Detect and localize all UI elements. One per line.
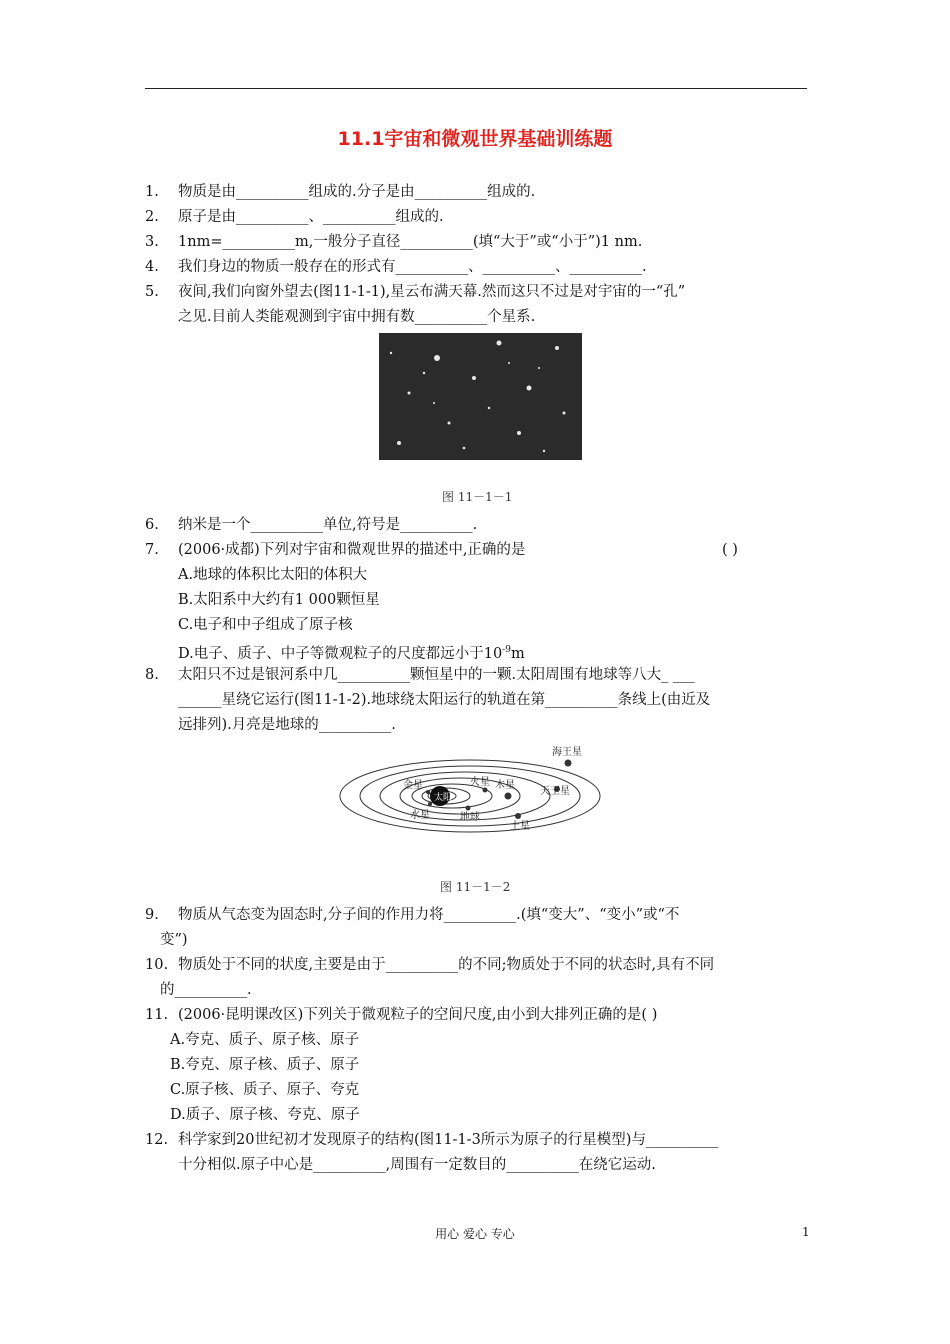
q7-option-a: A.地球的体积比太阳的体积大 [178, 567, 368, 583]
header-rule [145, 88, 807, 89]
q10-number: 10. [145, 957, 169, 973]
fig1-caption: 图 11－1－1 [442, 490, 513, 504]
q7-option-c: C.电子和中子组成了原子核 [178, 617, 353, 633]
q7-answer-bracket: ( ) [722, 542, 738, 558]
q11-option-a: A.夸克、质子、原子核、原子 [170, 1032, 360, 1048]
q5-line2: 之见.目前人类能观测到宇宙中拥有数__________个星系. [178, 309, 536, 325]
label-mercury: 水星 [410, 810, 430, 821]
footer-motto: 用心 爱心 专心 [435, 1227, 515, 1241]
q7-option-b: B.太阳系中大约有1 000颗恒星 [178, 592, 380, 608]
q8-line3: 远排列).月亮是地球的__________. [178, 717, 396, 733]
q9-line1: 物质从气态变为固态时,分子间的作用力将__________.(填“变大”、“变小”或“不 [178, 907, 680, 923]
q9-line2: 变”) [160, 932, 188, 948]
q5-line1: 夜间,我们向窗外望去(图11-1-1),星云布满天幕.然而这只不过是对宇宙的一“孔” [178, 284, 686, 300]
solar-system-diagram [330, 738, 620, 838]
venus-icon [426, 790, 430, 794]
q8-line2: ______星绕它运行(图11-1-2).地球绕太阳运行的轨道在第__________条线上(由近及 [178, 692, 711, 708]
q9-number: 9. [145, 907, 159, 923]
q7-number: 7. [145, 542, 159, 558]
label-mars: 火星 [470, 777, 490, 788]
q4-number: 4. [145, 259, 159, 275]
q11-text: (2006·昆明课改区)下列关于微观粒子的空间尺度,由小到大排列正确的是( ) [178, 1007, 658, 1023]
saturn-icon [515, 813, 521, 819]
fig2-caption: 图 11－1－2 [440, 880, 511, 894]
label-neptune: 海王星 [552, 747, 582, 758]
q6-text: 纳米是一个__________单位,符号是__________. [178, 517, 478, 533]
q1-text: 物质是由__________组成的.分子是由__________组成的. [178, 184, 536, 200]
q11-option-b: B.夸克、原子核、质子、原子 [170, 1057, 360, 1073]
q12-line2: 十分相似.原子中心是__________,周围有一定数目的__________在绕它运动. [178, 1157, 656, 1173]
page-number: 1 [802, 1225, 810, 1239]
q2-number: 2. [145, 209, 159, 225]
neptune-icon [565, 760, 572, 767]
earth-icon [466, 806, 471, 811]
jupiter-icon [505, 793, 512, 800]
mercury-icon [428, 802, 432, 806]
q3-text: 1nm=__________m,一般分子直径__________(填“大于”或“小于”)1 nm. [178, 234, 643, 250]
q11-number: 11. [145, 1007, 169, 1023]
mars-icon [483, 788, 488, 793]
q3-number: 3. [145, 234, 159, 250]
label-sun: 太阳 [434, 793, 453, 803]
q12-number: 12. [145, 1132, 169, 1148]
q12-line1: 科学家到20世纪初才发现原子的结构(图11-1-3所示为原子的行星模型)与__________ [178, 1132, 719, 1148]
q2-text: 原子是由__________、__________组成的. [178, 209, 444, 225]
q8-number: 8. [145, 667, 159, 683]
night-sky-photo [379, 333, 582, 460]
q5-number: 5. [145, 284, 159, 300]
q6-number: 6. [145, 517, 159, 533]
label-venus: 金星 [403, 780, 423, 791]
q8-line1: 太阳只不过是银河系中几__________颗恒星中的一颗.太阳周围有地球等八大_ ___ [178, 667, 695, 683]
q11-option-d: D.质子、原子核、夸克、原子 [170, 1107, 360, 1123]
label-uranus: 天王星 [540, 786, 570, 797]
page-title: 11.1宇宙和微观世界基础训练题 [337, 128, 613, 150]
q11-option-c: C.原子核、质子、原子、夸克 [170, 1082, 360, 1098]
q10-line1: 物质处于不同的状度,主要是由于__________的不同;物质处于不同的状态时,具有不同 [178, 957, 715, 973]
q7-text: (2006·成都)下列对宇宙和微观世界的描述中,正确的是 [178, 542, 526, 558]
label-earth: 地球 [460, 812, 480, 823]
q4-text: 我们身边的物质一般存在的形式有__________、__________、__________. [178, 259, 647, 275]
label-saturn: 土星 [510, 821, 530, 832]
q7-option-d-exponent: -9 [502, 645, 511, 655]
label-jupiter: 木星 [495, 780, 515, 791]
q10-line2: 的__________. [160, 982, 252, 998]
q7-option-d: D.电子、质子、中子等微观粒子的尺度都远小于$10^{-9}m$ [178, 645, 525, 662]
q1-number: 1. [145, 184, 159, 200]
